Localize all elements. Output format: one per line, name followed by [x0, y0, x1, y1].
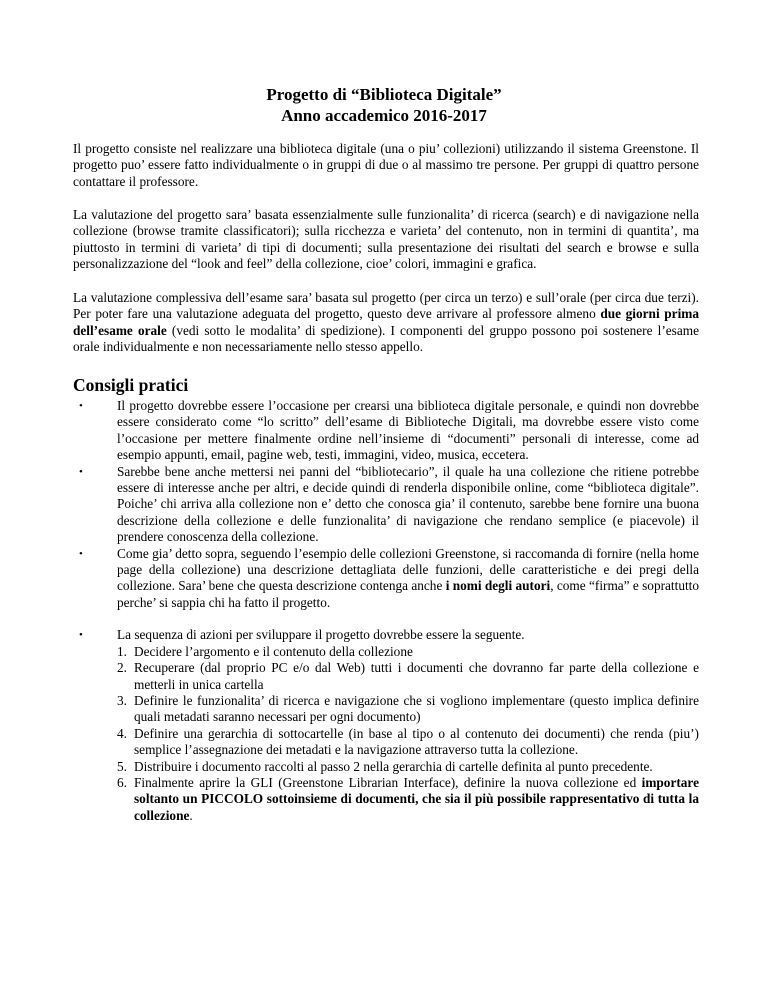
tip-text: Il progetto dovrebbe essere l’occasione per crearsi una biblioteca digitale personale, e quindi non dovrebbe essere considerato come “lo scritto” dell’esame di Biblioteche Digitali, ma dovrebbe essere visto come l’occasione per mettere finalmente ordine nell’insieme di “documenti” personali di interesse, come ad esempio appunti, email, pagine web, testi, immagini, video, musica, eccetera.	[117, 398, 699, 463]
step-text: Definire una gerarchia di sottocartelle (in base al tipo o al contenuto dei documenti) che renda (piu’) semplice l’assegnazione dei metadati e la navigazione attraverso tutta la collezione.	[134, 725, 699, 758]
step-item	[117, 693, 699, 726]
tip-item	[73, 546, 699, 612]
tip-item	[73, 398, 699, 464]
title-line-1: Progetto di “Biblioteca Digitale”	[266, 85, 502, 104]
paragraph-intro: Il progetto consiste nel realizzare una biblioteca digitale (una o piu’ collezioni) utilizzando il sistema Greenstone. Il progetto puo’ essere fatto individualmente o in gruppi di due o al massimo tre persone. Per gruppi di quattro persone contattare il professore.	[73, 141, 699, 189]
step-number: 1.	[117, 643, 127, 659]
step-text-bold: importare soltanto un PICCOLO sottoinsieme di documenti, che sia il più possibile rappresentativo di tutta la collezione	[134, 774, 699, 823]
bullet-icon: •	[79, 547, 83, 560]
steps-intro: La sequenza di azioni per sviluppare il progetto dovrebbe essere la seguente.	[117, 627, 525, 643]
step-text: Recuperare (dal proprio PC e/o dal Web) tutti i documenti che dovranno far parte della collezione e metterli in unica cartella	[134, 660, 699, 692]
step-text-part-2: .	[189, 807, 193, 823]
tip-item	[73, 627, 699, 824]
paragraph-exam-bold: due giorni prima dell’esame orale	[73, 306, 699, 338]
steps-list	[117, 644, 699, 824]
tip-text-part-2: , come “firma” e soprattutto perche’ si sappia chi ha fatto il progetto.	[117, 578, 700, 610]
step-text	[134, 775, 699, 823]
step-text: Distribuire i documento raccolti al passo 2 nella gerarchia di cartelle definita al punto precedente.	[134, 758, 653, 774]
step-number: 3.	[117, 692, 127, 708]
step-number: 4.	[117, 725, 127, 741]
step-item	[117, 644, 699, 660]
bullet-icon: •	[79, 629, 83, 642]
bullet-icon: •	[79, 465, 83, 478]
section-heading: Consigli pratici	[73, 375, 189, 395]
paragraph-exam-part-1: La valutazione complessiva dell’esame sara’ basata sul progetto (per circa un terzo) e sull’orale (per circa due terzi). Per poter fare una valutazione adeguata del progetto, questo deve arrivare al professore almeno	[73, 290, 699, 322]
step-text: Decidere l’argomento e il contenuto della collezione	[134, 643, 413, 659]
paragraph-evaluation: La valutazione del progetto sara’ basata essenzialmente sulle funzionalita’ di ricerca (search) e di navigazione nella collezione (browse tramite classificatori); sulla ricchezza e varieta’ del contenuto, non in termini di quantita’, ma piuttosto in termini di varieta’ di tipi di documenti; sulla presentazione dei risultati del search e browse e sulla personalizzazione del “look and feel” della collezione, cioe’ colori, immagini e grafica.	[73, 207, 699, 272]
tip-text: Sarebbe bene anche mettersi nei panni del “bibliotecario”, il quale ha una collezione che ritiene potrebbe essere di interesse anche per altri, e decide quindi di renderla disponibile online, come “biblioteca digitale”. Poiche’ chi arriva alla collezione non e’ detto che conosca gia’ il contenuto, sarebbe bene fornire una buona descrizione della collezione e delle funzionalita’ di navigazione che rendano semplice (e piacevole) il prendere conoscenza della collezione.	[117, 463, 699, 545]
tip-text	[117, 546, 699, 610]
tip-text-bold: i nomi degli autori	[445, 578, 551, 594]
step-number: 5.	[117, 758, 127, 774]
bullet-icon: •	[79, 400, 83, 412]
tips-list	[73, 398, 699, 824]
step-text: Definire le funzionalita’ di ricerca e navigazione che si vogliono implementare (questo implica definire quali metadati saranno necessari per ogni documento)	[134, 692, 699, 725]
tip-text-part-1: Come gia’ detto sopra, seguendo l’esempio delle collezioni Greenstone, si raccomanda di fornire (nella home page della collezione) una descrizione dettagliata delle funzioni, delle caratteristiche e dei pregi della collezione. Sara’ bene che questa descrizione contenga anche	[117, 545, 699, 594]
tip-item	[73, 464, 699, 546]
paragraph-exam	[73, 290, 699, 356]
step-item	[117, 660, 699, 693]
paragraph-exam-part-2: (vedi sotto le modalita’ di spedizione). I componenti del gruppo possono poi sostenere l’esame orale individualmente e non necessariamente nello stesso appello.	[73, 322, 700, 355]
step-item	[117, 759, 699, 775]
document-title	[0, 84, 768, 126]
step-item	[117, 775, 699, 824]
step-number: 2.	[117, 660, 127, 676]
step-item	[117, 726, 699, 759]
title-line-2: Anno accademico 2016-2017	[281, 106, 487, 125]
step-number: 6.	[117, 774, 127, 790]
step-text-part-1: Finalmente aprire la GLI (Greenstone Librarian Interface), definire la nuova collezione ed	[134, 774, 642, 790]
